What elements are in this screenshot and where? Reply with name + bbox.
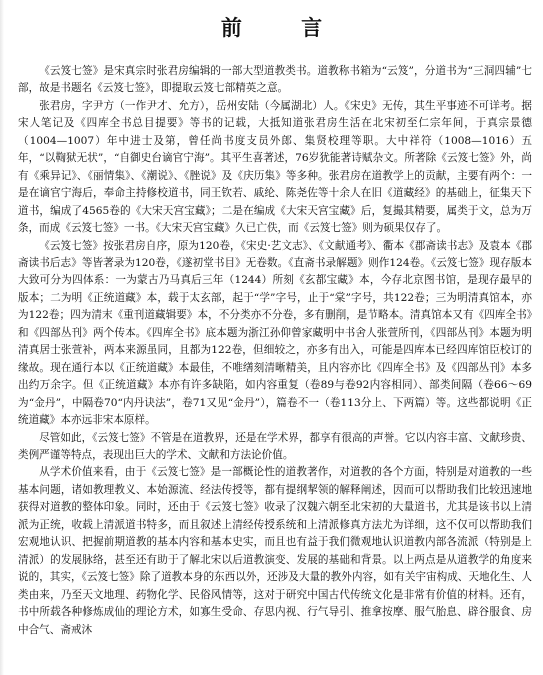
paragraph-reputation: 尽管如此，《云笈七签》不管是在道教界，还是在学术界，都享有很高的声誉。它以内容丰富、文献珍贵、类例严谨等特点，表现出巨大的学术、文献和方法论价值。 [18,431,532,461]
page-title: 前 言 [220,16,349,40]
paragraph-author: 张君房，字尹方（一作尹才、允方），岳州安陆（今属湖北）人。《宋史》无传，其生平事迹不可详考。据宋人笔记及《四库全书总目提要》等书的记载，大抵知道张君房生活在北宋初至仁宗年间，于真宗景德（1004—1007）年中进士及第，曾任尚书度支员外郎、集贤校理等职。大中祥符（1008—1016）五年，“以鞫狱无状”，“自御史台谪官宁海”。其平生喜著述，76岁犹能著诗赋杂文。所著除《云笈七签》外，尚有《乘异记》、《丽情集》、《潮说》、《脞说》及《庆历集》等多种。张君房在道教学上的贡献，主要有两个：一是在谪官宁海后，奉命主持修校道书，同王钦若、戚纶、陈尧佐等十余人在旧《道藏经》的基础上，征集天下道书，编成了4565卷的《大宋天宫宝藏》；二是在编成《大宋天宫宝藏》后，复撮其精要，属类于文，总为万条，而成《云笈七签》一书。《大宋天宫宝藏》久已亡佚，而《云笈七签》则为硕果仅存了。 [18,99,532,235]
scan-edge-shadow [0,0,4,675]
paragraph-editions: 《云笈七签》按张君房自序，原为120卷，《宋史·艺文志》、《文献通考》、衢本《郡斋读书志》及袁本《郡斋读书后志》等皆著录为120卷，《遂初堂书目》无卷数。《直斋书录解题》则作124卷。《云笈七签》现存版本大致可分为四体系：一为蒙古乃马真后三年（1244）所刻《玄都宝藏》本，今存北京图书馆，是现存最早的版本；二为明《正统道藏》本，载于太玄部，起于“学”字号，止于“棠”字号，共122卷；三为明清真馆本，亦为122卷；四为清末《重刊道藏辑要》本，不分类亦不分卷，多有删削，是节略本。清真馆本又有《四库全书》和《四部丛刊》两个传本。《四库全书》底本题为浙江孙仰曾家藏明中书舍人张萱所刊，《四部丛刊》本题为明清真居士张萱补，两本来源虽同，且都为122卷，但细较之，亦多有出入，可能是四库本已经四库馆臣校订的缘故。现在通行本以《正统道藏》本最佳，不唯缮刻清晰精美，且内容亦比《四库全书》及《四部丛刊》本多出约万余字。但《正统道藏》本亦有许多缺陷，如内容重复（卷89与卷92内容相同）、部类间隔（卷66～69为“金丹”，中隔卷70“内丹诀法”，卷71又见“金丹”），篇卷不一（卷113分上、下两篇）等。这些都说明《正统道藏》本亦远非宋本原样。 [18,239,532,427]
document-body [18,63,532,639]
paragraph-academic-value: 从学术价值来看，由于《云笈七签》是一部概论性的道教著作，对道教的各个方面，特别是对道教的一些基本问题，诸如教理教义、本始源流、经法传授等，都有提纲挈领的解释阐述，因而可以帮助我们比较迅速地获得对道教的整体印象。同时，还由于《云笈七签》收录了汉魏六朝至北宋初的大量道书，尤其是该书以上清派为正统，收载上清派道书特多，而且叙述上清经传授系统和上清派修真方法尤为详细，这不仅可以帮助我们宏观地认识、把握前期道教的基本内容和基本史实，而且也有益于我们微观地认识道教内部各流派（特别是上清派）的发展脉络，甚至还有助于了解北宋以后道教演变、发展的基础和背景。以上两点是从道教学的角度来说的，其实，《云笈七签》除了道教本身的东西以外，还涉及大量的教外内容，如有关宇宙构成、天地化生、人类由来，乃至天文地理、药物化学、民俗风情等，这对于研究中国古代传统文化是非常有价值的材料。还有，书中所载各种修炼成仙的理论方术，如寡生受命、存思内视、行气导引、推拿按摩、服气胎息、辟谷服食、房中合气、斋戒沐 [18,466,532,636]
paragraph-intro: 《云笈七签》是宋真宗时张君房编辑的一部大型道教类书。道教称书箱为“云笈”，分道书为“三洞四辅”七部，故是书题名《云笈七签》，即提取云笈七部精英之意。 [18,65,532,95]
